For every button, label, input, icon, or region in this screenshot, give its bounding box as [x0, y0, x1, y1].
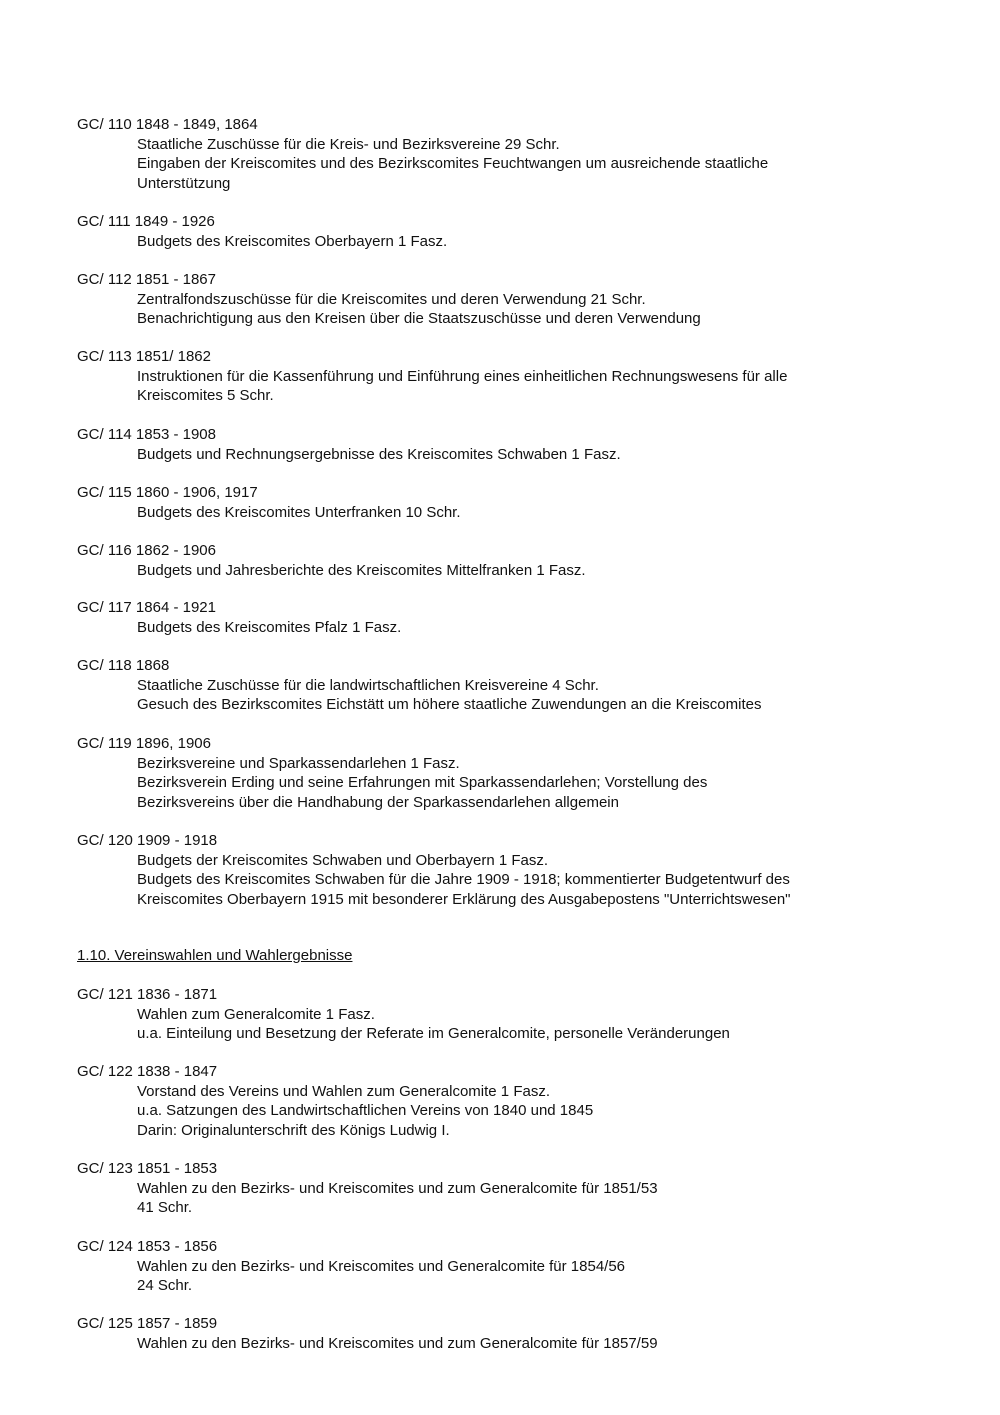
- entry-signature: GC/ 110 1848 - 1849, 1864: [77, 116, 258, 133]
- entry-gc118: [77, 656, 957, 715]
- entry-description: Wahlen zu den Bezirks- und Kreiscomites und zum Generalcomite für 1851/53 41 Schr.: [137, 1179, 658, 1217]
- entry-gc124: [77, 1237, 957, 1296]
- entry-signature: GC/ 113 1851/ 1862: [77, 348, 211, 365]
- entry-gc121: [77, 985, 957, 1044]
- entry-description: Wahlen zu den Bezirks- und Kreiscomites und Generalcomite für 1854/56 24 Schr.: [137, 1257, 626, 1295]
- entry-signature: GC/ 111 1849 - 1926: [77, 213, 215, 230]
- entry-gc113: [77, 347, 957, 406]
- section-heading: 1.10. Vereinswahlen und Wahlergebnisse: [77, 947, 353, 964]
- entry-signature: GC/ 125 1857 - 1859: [77, 1315, 218, 1332]
- entry-signature: GC/ 112 1851 - 1867: [77, 271, 216, 288]
- entry-description: Budgets des Kreiscomites Unterfranken 10 Schr.: [137, 503, 461, 521]
- entry-signature: GC/ 121 1836 - 1871: [77, 986, 218, 1003]
- entry-description: Instruktionen für die Kassenführung und Einführung eines einheitlichen Rechnungswesens für alle Kreiscomites 5 Schr.: [137, 367, 788, 405]
- entry-gc123: [77, 1159, 957, 1218]
- entry-description: Budgets des Kreiscomites Pfalz 1 Fasz.: [137, 618, 402, 636]
- entry-signature: GC/ 117 1864 - 1921: [77, 599, 216, 616]
- entry-description: Staatliche Zuschüsse für die Kreis- und Bezirksvereine 29 Schr. Eingaben der Kreiscomites und des Bezirkscomites Feuchtwangen um ausreichende staatliche Unterstützung: [137, 135, 769, 192]
- entry-signature: GC/ 115 1860 - 1906, 1917: [77, 484, 258, 501]
- entry-gc125: [77, 1314, 957, 1353]
- entry-gc120: [77, 831, 957, 909]
- entry-description: Staatliche Zuschüsse für die landwirtschaftlichen Kreisvereine 4 Schr. Gesuch des Bezirkscomites Eichstätt um höhere staatliche Zuwendungen an die Kreiscomites: [137, 676, 762, 714]
- entry-description: Budgets und Jahresberichte des Kreiscomites Mittelfranken 1 Fasz.: [137, 561, 586, 579]
- entry-signature: GC/ 114 1853 - 1908: [77, 426, 216, 443]
- entry-gc115: [77, 483, 957, 522]
- entry-gc110: [77, 115, 957, 193]
- entry-gc114: [77, 425, 957, 464]
- entry-gc111: [77, 212, 957, 251]
- entry-signature: GC/ 118 1868: [77, 657, 170, 674]
- entry-signature: GC/ 122 1838 - 1847: [77, 1063, 218, 1080]
- entry-gc119: [77, 734, 957, 812]
- entry-description: Bezirksvereine und Sparkassendarlehen 1 Fasz. Bezirksverein Erding und seine Erfahrungen mit Sparkassendarlehen; Vorstellung des Bezirksvereins über die Handhabung der Sparkassendarlehen allgemein: [137, 754, 708, 811]
- entry-description: Wahlen zu den Bezirks- und Kreiscomites und zum Generalcomite für 1857/59: [137, 1334, 658, 1352]
- entry-description: Zentralfondszuschüsse für die Kreiscomites und deren Verwendung 21 Schr. Benachrichtigung aus den Kreisen über die Staatszuschüsse und deren Verwendung: [137, 290, 701, 328]
- entry-gc112: [77, 270, 957, 329]
- entry-signature: GC/ 116 1862 - 1906: [77, 542, 216, 559]
- entry-description: Budgets der Kreiscomites Schwaben und Oberbayern 1 Fasz. Budgets des Kreiscomites Schwaben für die Jahre 1909 - 1918; kommentierter Budgetentwurf des Kreiscomites Oberbayern 1915 mit besonderer Erklärung des Ausgabepostens "Unterrichtswesen": [137, 851, 791, 908]
- entry-signature: GC/ 120 1909 - 1918: [77, 832, 218, 849]
- entry-gc116: [77, 541, 957, 580]
- entry-description: Budgets und Rechnungsergebnisse des Kreiscomites Schwaben 1 Fasz.: [137, 445, 621, 463]
- entry-signature: GC/ 124 1853 - 1856: [77, 1238, 218, 1255]
- entry-signature: GC/ 119 1896, 1906: [77, 735, 211, 752]
- entry-description: Vorstand des Vereins und Wahlen zum Generalcomite 1 Fasz. u.a. Satzungen des Landwirtschaftlichen Vereins von 1840 und 1845 Darin: Originalunterschrift des Königs Ludwig I.: [137, 1082, 594, 1139]
- entry-description: Wahlen zum Generalcomite 1 Fasz. u.a. Einteilung und Besetzung der Referate im Generalcomite, personelle Veränderungen: [137, 1005, 730, 1043]
- entry-gc117: [77, 598, 957, 637]
- entry-description: Budgets des Kreiscomites Oberbayern 1 Fasz.: [137, 232, 448, 250]
- entry-gc122: [77, 1062, 957, 1140]
- entry-signature: GC/ 123 1851 - 1853: [77, 1160, 218, 1177]
